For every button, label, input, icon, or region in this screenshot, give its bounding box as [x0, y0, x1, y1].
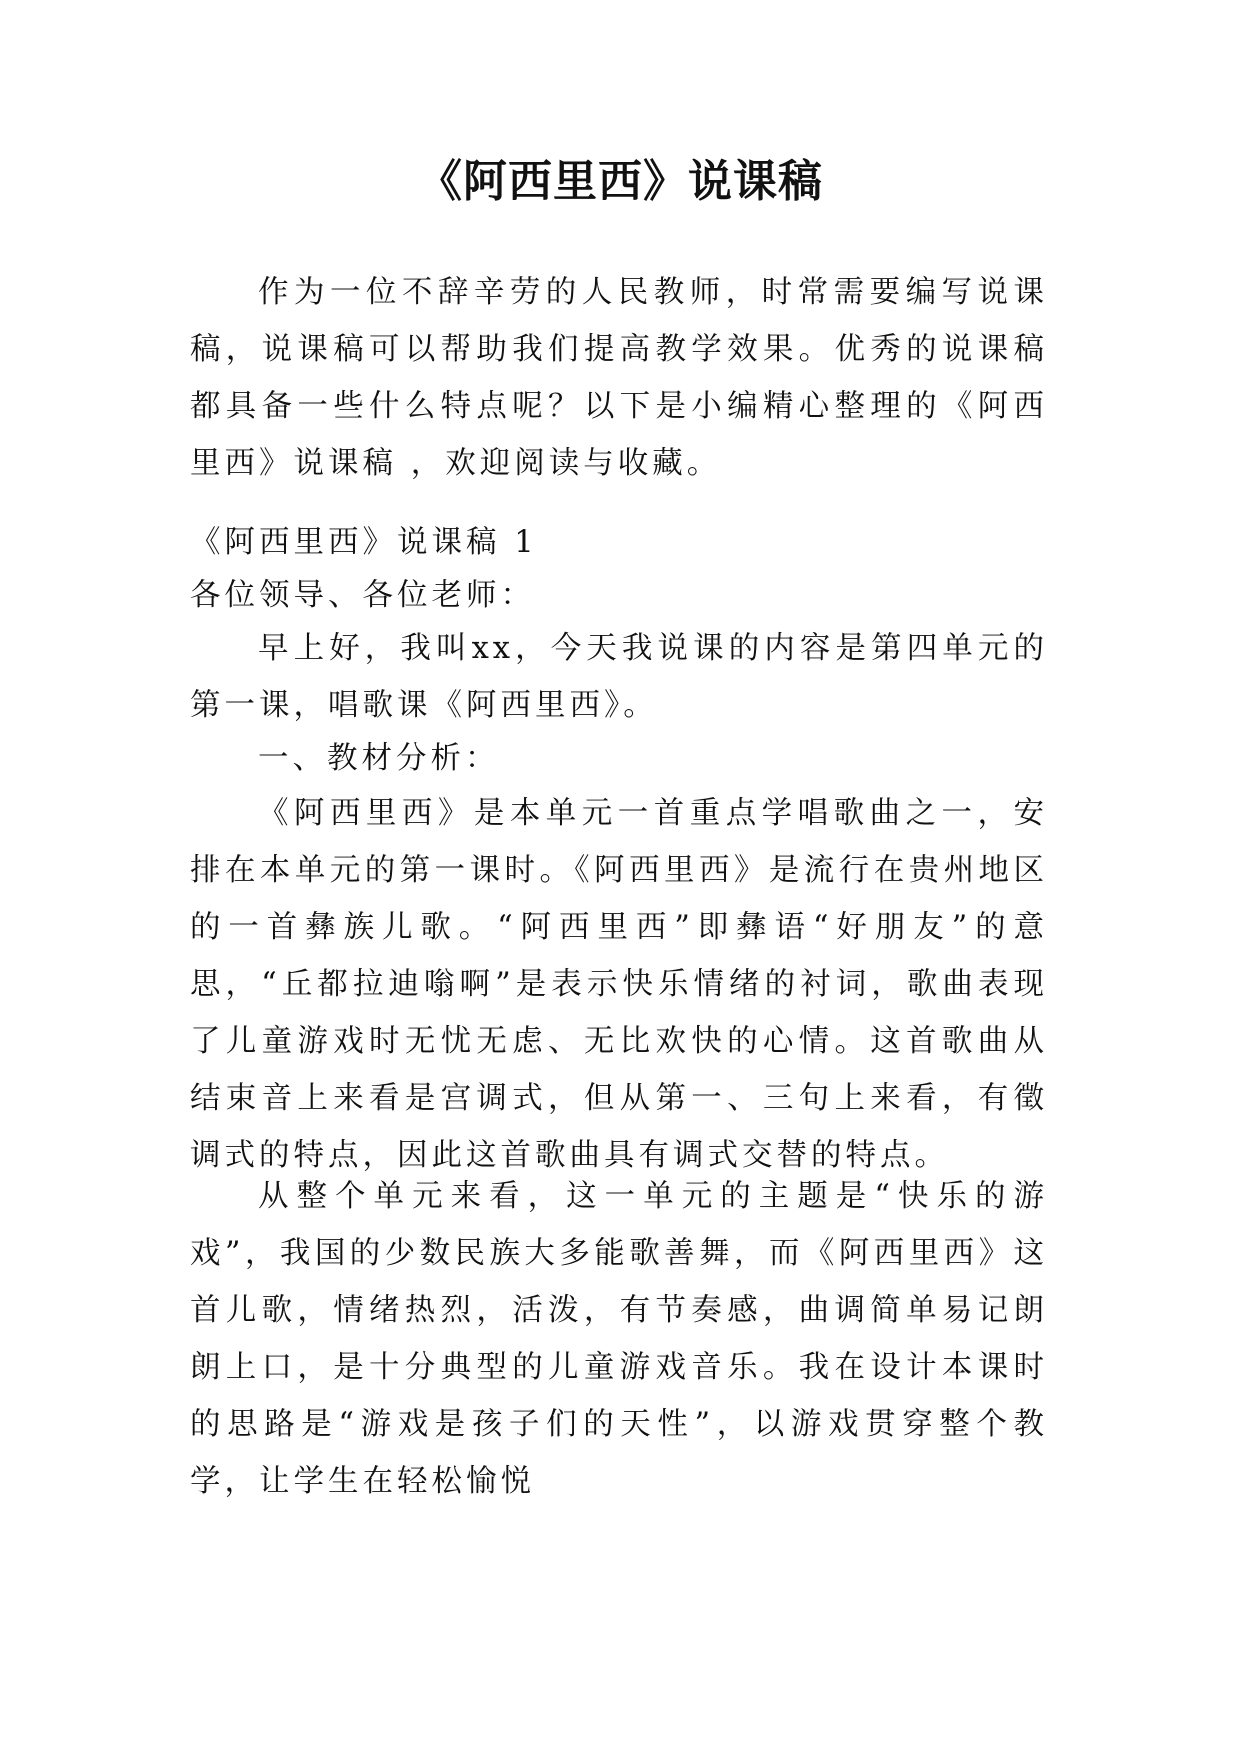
- body-paragraph-2: 一、教材分析：: [258, 741, 500, 776]
- body-paragraph-4: 从整个单元来看，这一单元的主题是“快乐的游戏”，我国的少数民族大多能歌善舞，而《阿西里西》这首儿歌，情绪热烈，活泼，有节奏感，曲调简单易记朗朗上口，是十分典型的儿童游戏音乐。我在设计本课时的思路是“游戏是孩子们的天性”，以游戏贯穿整个教学，让学生在轻松愉悦: [190, 1179, 1048, 1499]
- document-title: 《阿西里西》说课稿: [418, 156, 823, 207]
- section-heading: 《阿西里西》说课稿 1: [190, 525, 538, 560]
- greeting-line: 各位领导、各位老师：: [190, 578, 535, 613]
- body-paragraph-1: 早上好，我叫xx，今天我说课的内容是第四单元的第一课，唱歌课《阿西里西》。: [190, 631, 1048, 723]
- body-paragraph-3: 《阿西里西》是本单元一首重点学唱歌曲之一，安排在本单元的第一课时。《阿西里西》是流行在贵州地区的一首彝族儿歌。“阿西里西”即彝语“好朋友”的意思，“丘都拉迪嗡啊”是表示快乐情绪的衬词，歌曲表现了儿童游戏时无忧无虑、无比欢快的心情。这首歌曲从结束音上来看是宫调式，但从第一、三句上来看，有徵调式的特点，因此这首歌曲具有调式交替的特点。: [190, 796, 1048, 1173]
- intro-paragraph: 作为一位不辞辛劳的人民教师，时常需要编写说课稿，说课稿可以帮助我们提高教学效果。优秀的说课稿都具备一些什么特点呢？以下是小编精心整理的《阿西里西》说课稿 ，欢迎阅读与收藏。: [190, 275, 1048, 481]
